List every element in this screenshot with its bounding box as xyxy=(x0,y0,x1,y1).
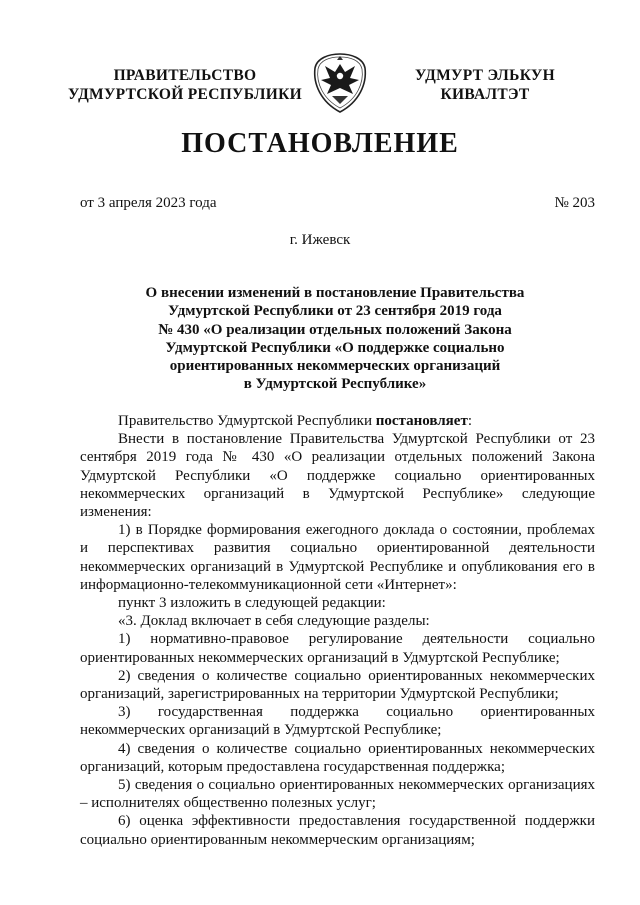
intro-text: Правительство Удмуртской Республики xyxy=(118,413,376,429)
body-paragraph: 6) оценка эффективности предоставления государственной поддержки социально ориентированным некоммерческим организациям; xyxy=(80,813,595,848)
body-paragraph: 5) сведения о социально ориентированных некоммерческих организациях – исполнителях общественно полезных услуг; xyxy=(80,777,595,812)
title-line: О внесении изменений в постановление Правительства xyxy=(145,285,525,301)
title-line: № 430 «О реализации отдельных положений Закона xyxy=(158,321,512,338)
title-line: ориентированных некоммерческих организаций xyxy=(169,358,501,375)
title-line: Удмуртской Республики от 23 сентября 2019 года xyxy=(168,303,502,320)
body-paragraph: «3. Доклад включает в себя следующие разделы: xyxy=(118,613,430,630)
document-type-heading: ПОСТАНОВЛЕНИЕ xyxy=(181,128,459,159)
org-right-line2: КИВАЛТЭТ xyxy=(440,86,530,103)
org-left-line2: УДМУРТСКОЙ РЕСПУБЛИКИ xyxy=(67,86,302,103)
body-paragraph: 1) в Порядке формирования ежегодного доклада о состоянии, проблемах и перспективах развития социально ориентированной деятельности некоммерческих организаций в Удмуртской Республике и опубликования его в информационно-телекоммуникационной сети «Интернет»: xyxy=(80,522,595,593)
coat-of-arms-icon xyxy=(311,52,369,114)
document-city: г. Ижевск xyxy=(289,232,351,248)
document-date: от 3 апреля 2023 года xyxy=(80,195,217,211)
title-line: в Удмуртской Республике» xyxy=(243,376,427,393)
body-paragraph: 4) сведения о количестве социально ориентированных некоммерческих организаций, которым предоставлена государственная поддержка; xyxy=(80,740,595,775)
intro-verb: постановляет xyxy=(375,413,468,429)
body-paragraph: Внести в постановление Правительства Удмуртской Республики от 23 сентября 2019 года № 430 «О реализации отдельных положений Закона Удмуртской Республики «О поддержке социально ориентированных некоммерческих организаций в Удмуртской Республике» следующие изменения: xyxy=(80,431,595,521)
document-body xyxy=(80,412,595,849)
intro-paragraph xyxy=(80,412,595,430)
intro-colon: : xyxy=(467,413,472,429)
document-title xyxy=(130,284,540,394)
body-paragraph: 2) сведения о количестве социально ориентированных некоммерческих организаций, зарегистрированных на территории Удмуртской Республики; xyxy=(80,667,595,703)
title-line: Удмуртской Республики «О поддержке социально xyxy=(165,339,505,356)
org-name-left xyxy=(62,66,308,104)
org-right-line1: УДМУРТ ЭЛЬКУН xyxy=(415,67,555,84)
org-name-right xyxy=(405,66,565,104)
body-paragraph: пункт 3 изложить в следующей редакции: xyxy=(118,595,386,612)
org-left-line1: ПРАВИТЕЛЬСТВО xyxy=(113,67,257,84)
body-paragraph: 1) нормативно-правовое регулирование деятельности социально ориентированных некоммерческих организаций в Удмуртской Республике; xyxy=(80,631,595,666)
body-paragraph: 3) государственная поддержка социально ориентированных некоммерческих организаций в Удмуртской Республике; xyxy=(80,704,595,739)
document-number: № 203 xyxy=(554,195,595,211)
